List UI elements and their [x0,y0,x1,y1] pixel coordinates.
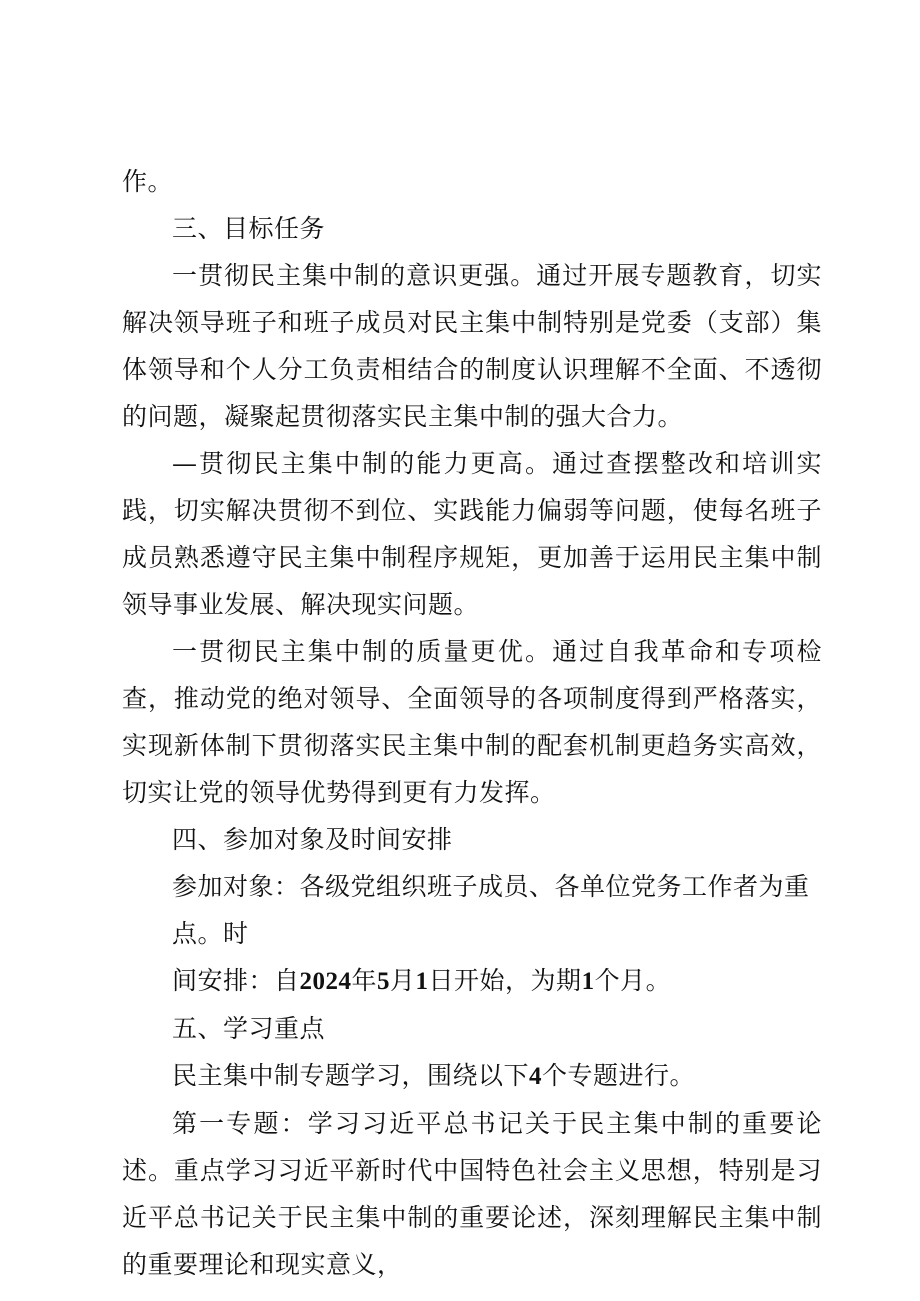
schedule-end: 个月。 [594,966,672,995]
document-body [122,158,822,1288]
schedule-prefix: 间安排：自 [172,966,300,995]
schedule-day-unit: 日开始，为期 [428,966,582,995]
continuation-line: 作。 [122,167,174,196]
schedule-day: 1 [415,968,429,995]
study-topics-count: 4 [529,1063,543,1090]
schedule-line [122,957,822,1005]
schedule-month: 5 [377,968,391,995]
section-heading-4: 四、参加对象及时间安排 [172,825,453,854]
study-topics-line [122,1052,822,1100]
section-heading-3: 三、目标任务 [172,214,326,243]
schedule-duration: 1 [581,968,595,995]
paragraph-awareness: 一贯彻民主集中制的意识更强。通过开展专题教育，切实解决领导班子和班子成员对民主集中制特别是党委（支部）集体领导和个人分工负责相结合的制度认识理解不全面、不透彻的问题，凝聚起贯彻落实民主集中制的强大合力。 [122,261,822,431]
study-topics-prefix: 民主集中制专题学习，围绕以下 [172,1061,530,1090]
section-heading-5: 五、学习重点 [172,1014,326,1043]
study-topics-end: 个专题进行。 [542,1061,696,1090]
schedule-month-unit: 月 [390,966,416,995]
participants-line: 参加对象：各级党组织班子成员、各单位党务工作者为重点。时 [172,872,810,948]
paragraph-quality: 一贯彻民主集中制的质量更优。通过自我革命和专项检查，推动党的绝对领导、全面领导的各项制度得到严格落实，实现新体制下贯彻落实民主集中制的配套机制更趋务实高效，切实让党的领导优势得到更有力发挥。 [122,637,822,807]
schedule-year-unit: 年 [351,966,378,995]
paragraph-capability: —贯彻民主集中制的能力更高。通过查摆整改和培训实践，切实解决贯彻不到位、实践能力偏弱等问题，使每名班子成员熟悉遵守民主集中制程序规矩，更加善于运用民主集中制领导事业发展、解决现实问题。 [122,449,822,619]
paragraph-topic-one: 第一专题：学习习近平总书记关于民主集中制的重要论述。重点学习习近平新时代中国特色社会主义思想，特别是习近平总书记关于民主集中制的重要论述，深刻理解民主集中制的重要理论和现实意义， [122,1109,822,1279]
schedule-year: 2024 [299,968,352,995]
